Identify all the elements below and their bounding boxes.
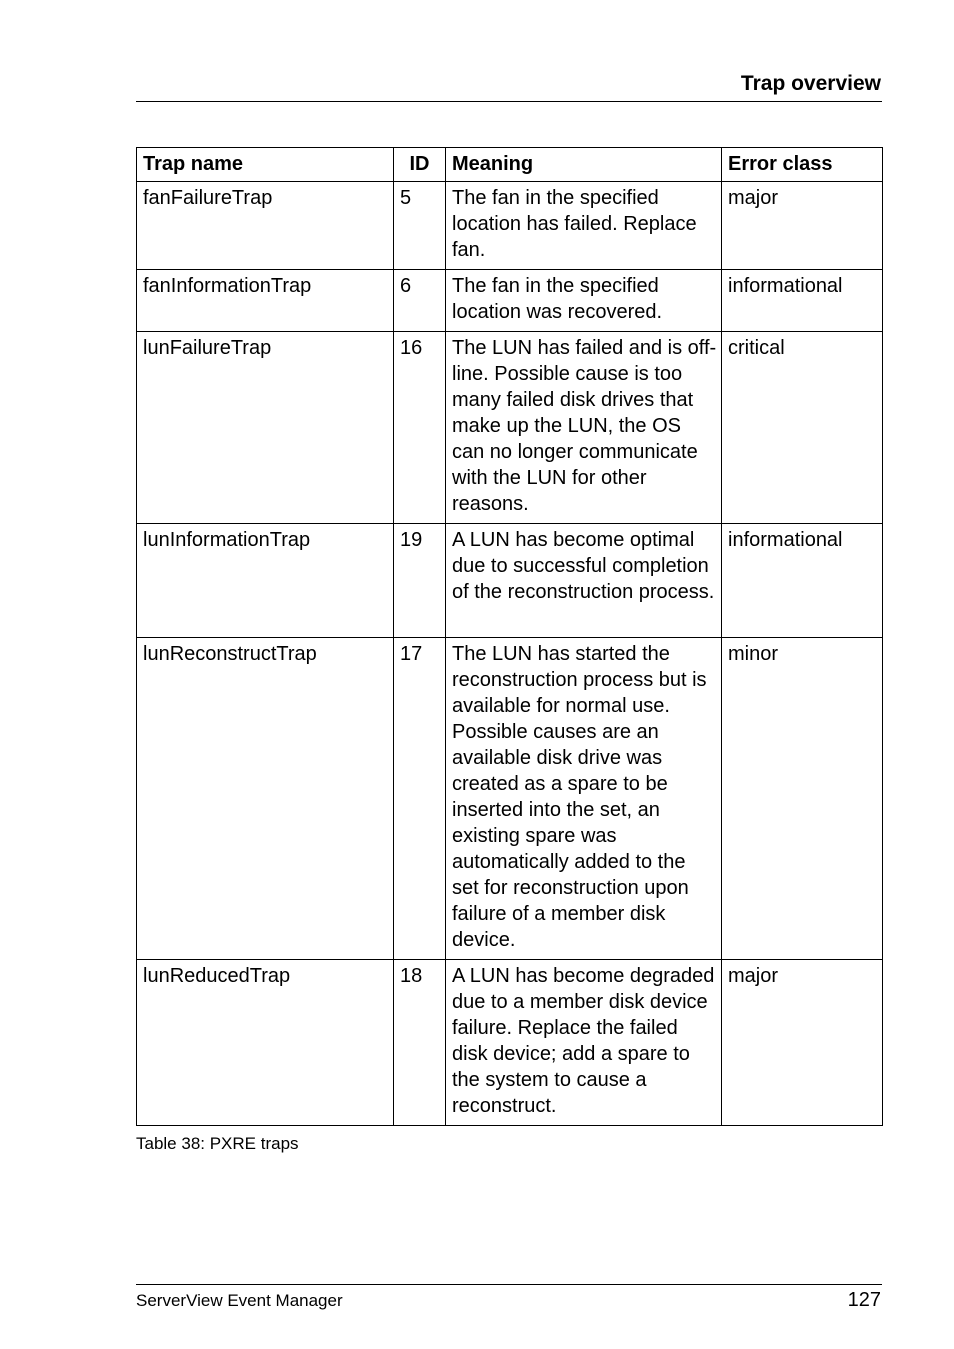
table-row [137, 270, 883, 332]
trap-meaning-cell: The LUN has started the reconstruction process but is available for normal use. Possible causes are an available disk drive was created as a spare to be inserted into the set, an existing spare was automatically added to the set for reconstruction upon failure of a member disk device. [446, 638, 722, 960]
table-row [137, 960, 883, 1126]
header-divider [136, 101, 882, 102]
table-row [137, 182, 883, 270]
traps-table [136, 147, 883, 1126]
footer-divider [136, 1284, 882, 1285]
trap-name-cell: fanFailureTrap [137, 182, 394, 270]
trap-id-cell: 18 [394, 960, 446, 1126]
running-header-title: Trap overview [740, 72, 881, 95]
trap-meaning-cell: A LUN has become optimal due to successful completion of the reconstruction process. [446, 524, 722, 638]
trap-error-class-cell: major [722, 182, 883, 270]
trap-name-cell: lunFailureTrap [137, 332, 394, 524]
table-caption: Table 38: PXRE traps [136, 1134, 299, 1153]
table-row [137, 524, 883, 638]
column-header-trap-name: Trap name [137, 148, 394, 182]
trap-meaning-cell: A LUN has become degraded due to a member disk device failure. Replace the failed disk device; add a spare to the system to cause a reconstruct. [446, 960, 722, 1126]
trap-error-class-cell: minor [722, 638, 883, 960]
trap-name-cell: lunInformationTrap [137, 524, 394, 638]
trap-error-class-cell: informational [722, 524, 883, 638]
table-row [137, 332, 883, 524]
table-row [137, 638, 883, 960]
trap-error-class-cell: critical [722, 332, 883, 524]
trap-id-cell: 6 [394, 270, 446, 332]
trap-meaning-cell: The LUN has failed and is off-line. Possible cause is too many failed disk drives that make up the LUN, the OS can no longer communicate with the LUN for other reasons. [446, 332, 722, 524]
page-number: 127 [847, 1289, 881, 1311]
trap-meaning-cell: The fan in the specified location was recovered. [446, 270, 722, 332]
column-header-error-class: Error class [722, 148, 883, 182]
trap-id-cell: 5 [394, 182, 446, 270]
table-header-row [137, 148, 883, 182]
trap-id-cell: 17 [394, 638, 446, 960]
trap-error-class-cell: major [722, 960, 883, 1126]
column-header-meaning: Meaning [446, 148, 722, 182]
footer-document-title: ServerView Event Manager [136, 1291, 343, 1310]
trap-name-cell: fanInformationTrap [137, 270, 394, 332]
trap-name-cell: lunReconstructTrap [137, 638, 394, 960]
column-header-id: ID [394, 148, 446, 182]
trap-error-class-cell: informational [722, 270, 883, 332]
trap-id-cell: 16 [394, 332, 446, 524]
trap-name-cell: lunReducedTrap [137, 960, 394, 1126]
trap-meaning-cell: The fan in the specified location has failed. Replace fan. [446, 182, 722, 270]
trap-id-cell: 19 [394, 524, 446, 638]
